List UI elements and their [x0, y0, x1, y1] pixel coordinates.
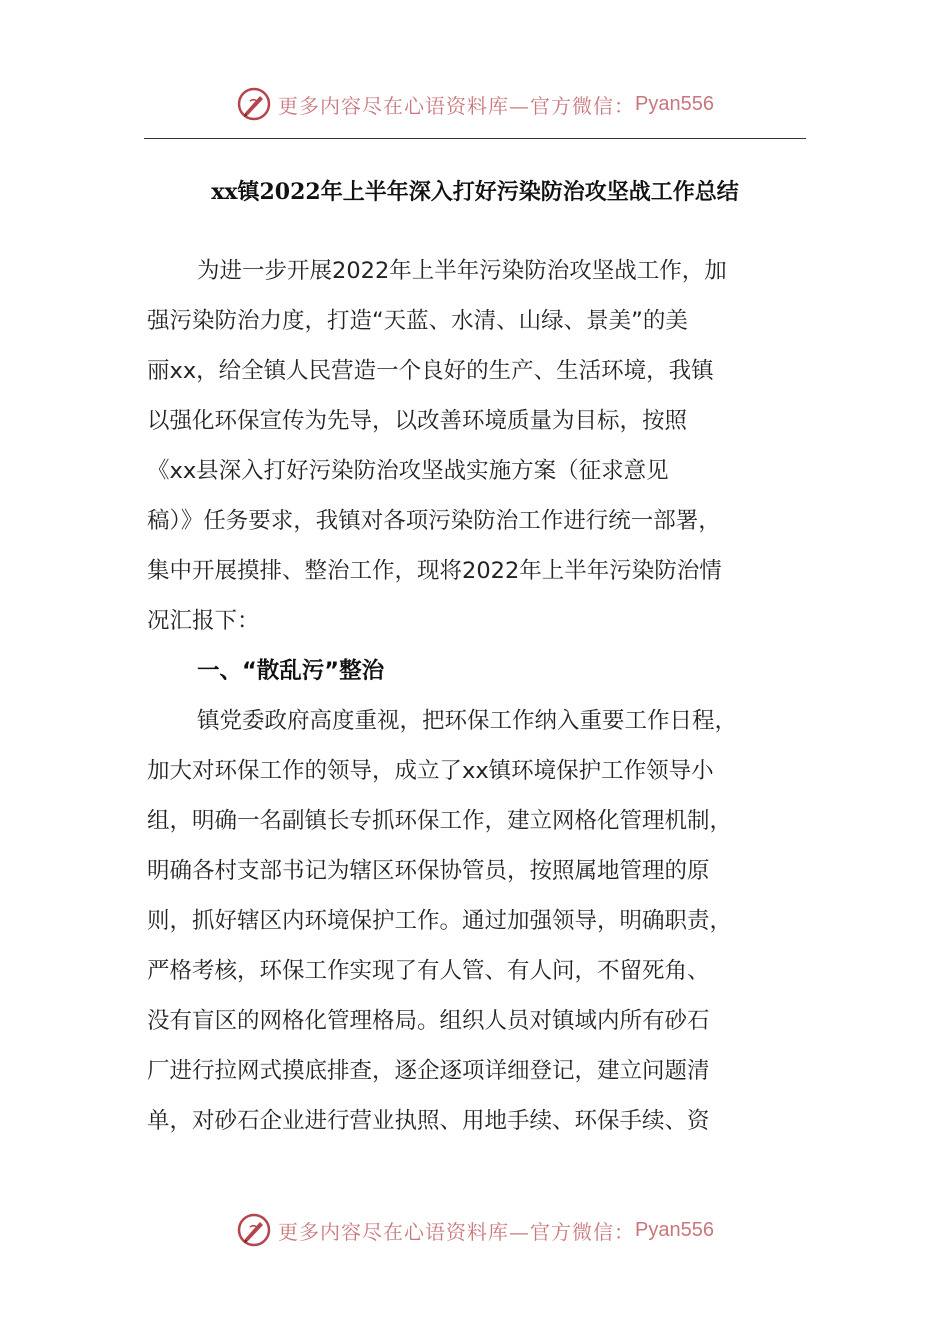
body-line: 则，抓好辖区内环境保护工作。通过加强领导，明确职责， — [147, 908, 733, 934]
body-line: 厂进行拉网式摸底排查，逐企逐项详细登记，建立问题清 — [147, 1058, 710, 1084]
header-divider — [144, 138, 806, 139]
body-line: 丽xx，给全镇人民营造一个良好的生产、生活环境，我镇 — [147, 358, 714, 384]
body-line: 稿）》任务要求，我镇对各项污染防治工作进行统一部署， — [147, 508, 721, 534]
body-line: 严格考核，环保工作实现了有人管、有人问，不留死角、 — [147, 958, 710, 984]
document-body — [147, 246, 807, 1146]
document-title: xx镇2022年上半年深入打好污染防治攻坚战工作总结 — [211, 179, 739, 205]
body-line: 加大对环保工作的领导，成立了xx镇环境保护工作领导小 — [147, 758, 714, 784]
pen-logo-icon — [236, 1212, 272, 1248]
banner-text: 更多内容尽在心语资料库—官方微信： — [278, 1219, 636, 1244]
body-line: 单，对砂石企业进行营业执照、用地手续、环保手续、资 — [147, 1108, 710, 1134]
body-line: 强污染防治力度，打造“天蓝、水清、山绿、景美”的美 — [147, 308, 688, 334]
header-banner — [0, 80, 950, 128]
banner-text: 更多内容尽在心语资料库—官方微信： — [278, 93, 636, 118]
pen-logo-icon — [236, 86, 272, 122]
body-line: 况汇报下： — [147, 608, 260, 634]
body-line: 镇党委政府高度重视，把环保工作纳入重要工作日程， — [197, 708, 738, 734]
body-line: 明确各村支部书记为辖区环保协管员，按照属地管理的原 — [147, 858, 710, 884]
banner-wechat-id: Pyan556 — [635, 1218, 714, 1241]
body-line: 没有盲区的网格化管理格局。组织人员对镇域内所有砂石 — [147, 1008, 710, 1034]
body-line: 以强化环保宣传为先导，以改善环境质量为目标，按照 — [147, 408, 688, 434]
body-line: 为进一步开展2022年上半年污染防治攻坚战工作，加 — [197, 258, 727, 284]
body-line: 集中开展摸排、整治工作，现将2022年上半年污染防治情 — [147, 558, 722, 584]
body-line: 《xx县深入打好污染防治攻坚战实施方案（征求意见 — [147, 458, 669, 484]
section-heading: 一、“散乱污”整治 — [197, 658, 385, 684]
footer-banner — [0, 1206, 950, 1254]
body-line: 组，明确一名副镇长专抓环保工作，建立网格化管理机制， — [147, 808, 733, 834]
banner-wechat-id: Pyan556 — [635, 92, 714, 115]
